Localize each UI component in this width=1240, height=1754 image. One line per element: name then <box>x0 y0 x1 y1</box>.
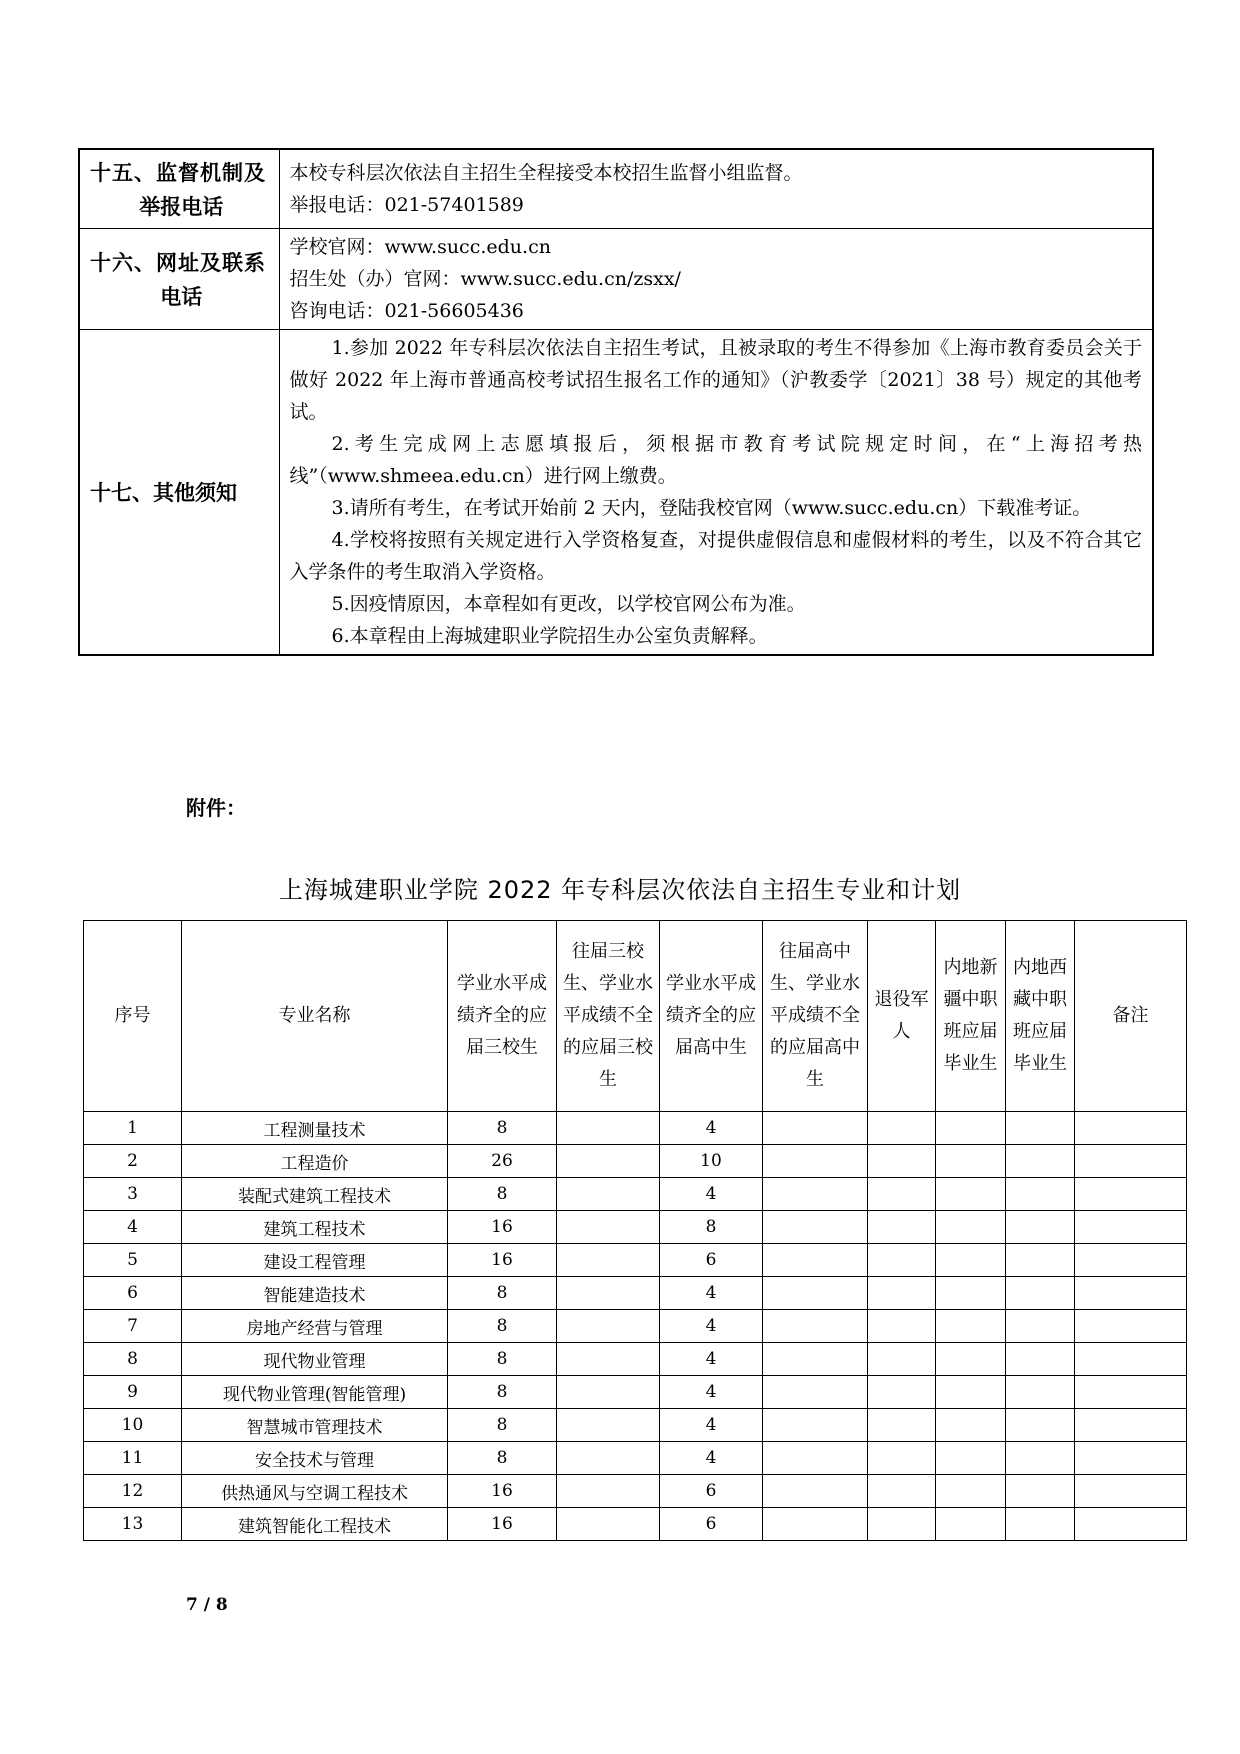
content-line: 学校官网：www.succ.edu.cn <box>289 236 551 258</box>
table-cell: 智能建造技术 <box>182 1277 448 1310</box>
table-cell <box>868 1475 936 1508</box>
table-cell: 8 <box>448 1409 557 1442</box>
content-line: 招生处（办）官网：www.succ.edu.cn/zsxx/ <box>289 268 681 290</box>
table-cell: 8 <box>660 1211 763 1244</box>
table-cell <box>1006 1508 1075 1541</box>
table-cell: 9 <box>84 1376 182 1409</box>
table-cell <box>936 1376 1006 1409</box>
table-cell <box>557 1178 660 1211</box>
section-title: 十七、其他须知 <box>79 330 279 656</box>
table-row <box>84 1277 1187 1310</box>
table-row <box>84 1112 1187 1145</box>
table-cell: 工程测量技术 <box>182 1112 448 1145</box>
table-cell: 8 <box>448 1343 557 1376</box>
table-cell: 安全技术与管理 <box>182 1442 448 1475</box>
section-title-line1: 十六、网址及联系 <box>90 251 266 275</box>
table-row <box>84 1508 1187 1541</box>
table-cell <box>1075 1310 1187 1343</box>
table-cell <box>557 1277 660 1310</box>
attachment-label: 附件： <box>186 796 246 820</box>
table-cell <box>1006 1310 1075 1343</box>
table-cell: 4 <box>660 1409 763 1442</box>
table-cell: 6 <box>660 1475 763 1508</box>
table-cell <box>936 1211 1006 1244</box>
table-cell: 16 <box>448 1244 557 1277</box>
table-cell: 建筑智能化工程技术 <box>182 1508 448 1541</box>
table-cell <box>936 1343 1006 1376</box>
table-cell <box>1075 1211 1187 1244</box>
table-row <box>84 1475 1187 1508</box>
table-cell: 6 <box>660 1508 763 1541</box>
table-cell <box>868 1112 936 1145</box>
section-content <box>279 330 1153 656</box>
column-header: 学业水平成绩齐全的应届高中生 <box>660 921 763 1112</box>
table-cell: 建筑工程技术 <box>182 1211 448 1244</box>
section-row-supervision <box>79 149 1153 229</box>
table-cell: 供热通风与空调工程技术 <box>182 1475 448 1508</box>
table-cell <box>1006 1343 1075 1376</box>
note-paragraph: 4.学校将按照有关规定进行入学资格复查，对提供虚假信息和虚假材料的考生，以及不符合其它入学条件的考生取消入学资格。 <box>289 529 1142 583</box>
table-cell <box>868 1343 936 1376</box>
table-cell: 13 <box>84 1508 182 1541</box>
table-cell <box>763 1178 868 1211</box>
table-cell <box>557 1475 660 1508</box>
note-paragraph: 2.考生完成网上志愿填报后，须根据市教育考试院规定时间，在“上海招考热线”（www.shmeea.edu.cn）进行网上缴费。 <box>289 433 1142 487</box>
table-cell <box>868 1442 936 1475</box>
table-cell <box>868 1211 936 1244</box>
table-cell <box>936 1112 1006 1145</box>
section-title-line2: 举报电话 <box>139 195 224 219</box>
table-cell <box>1006 1112 1075 1145</box>
table-row <box>84 1409 1187 1442</box>
table-cell <box>1075 1178 1187 1211</box>
table-cell: 4 <box>660 1112 763 1145</box>
column-header: 退役军人 <box>868 921 936 1112</box>
table-cell <box>1075 1112 1187 1145</box>
table-cell: 8 <box>448 1277 557 1310</box>
column-header: 往届高中生、学业水平成绩不全的应届高中生 <box>763 921 868 1112</box>
table-cell <box>763 1277 868 1310</box>
table-cell <box>557 1343 660 1376</box>
table-cell <box>557 1244 660 1277</box>
table-cell: 4 <box>660 1277 763 1310</box>
table-cell: 16 <box>448 1211 557 1244</box>
table-cell: 8 <box>448 1442 557 1475</box>
table-cell <box>557 1211 660 1244</box>
table-cell <box>1075 1442 1187 1475</box>
table-cell <box>868 1508 936 1541</box>
plan-title: 上海城建职业学院 2022 年专科层次依法自主招生专业和计划 <box>278 876 962 904</box>
table-cell <box>763 1145 868 1178</box>
table-cell: 8 <box>448 1178 557 1211</box>
table-cell: 8 <box>448 1310 557 1343</box>
table-row <box>84 1211 1187 1244</box>
table-cell: 26 <box>448 1145 557 1178</box>
note-paragraph: 3.请所有考生，在考试开始前 2 天内，登陆我校官网（www.succ.edu.cn）下载准考证。 <box>331 497 1092 519</box>
table-cell: 建设工程管理 <box>182 1244 448 1277</box>
column-header: 内地新疆中职班应届毕业生 <box>936 921 1006 1112</box>
section-title <box>79 229 279 330</box>
table-cell: 6 <box>660 1244 763 1277</box>
table-cell <box>1075 1376 1187 1409</box>
table-cell <box>1006 1277 1075 1310</box>
table-cell <box>1006 1145 1075 1178</box>
table-cell <box>936 1442 1006 1475</box>
table-cell: 房地产经营与管理 <box>182 1310 448 1343</box>
table-cell <box>763 1475 868 1508</box>
table-cell: 4 <box>660 1343 763 1376</box>
table-cell <box>936 1277 1006 1310</box>
table-cell: 4 <box>660 1376 763 1409</box>
content-line: 举报电话：021-57401589 <box>289 194 524 216</box>
table-cell: 5 <box>84 1244 182 1277</box>
table-cell: 装配式建筑工程技术 <box>182 1178 448 1211</box>
table-cell: 11 <box>84 1442 182 1475</box>
table-cell: 10 <box>660 1145 763 1178</box>
table-cell <box>763 1211 868 1244</box>
table-cell: 现代物业管理(智能管理) <box>182 1376 448 1409</box>
column-header: 往届三校生、学业水平成绩不全的应届三校生 <box>557 921 660 1112</box>
admission-info-table <box>78 148 1154 656</box>
table-cell: 工程造价 <box>182 1145 448 1178</box>
table-cell <box>763 1112 868 1145</box>
table-cell <box>557 1508 660 1541</box>
table-cell <box>557 1442 660 1475</box>
section-row-contact <box>79 229 1153 330</box>
table-cell <box>868 1277 936 1310</box>
table-cell <box>763 1310 868 1343</box>
table-cell <box>1075 1409 1187 1442</box>
table-cell: 12 <box>84 1475 182 1508</box>
table-cell: 6 <box>84 1277 182 1310</box>
table-cell <box>868 1310 936 1343</box>
table-cell <box>936 1508 1006 1541</box>
column-header: 专业名称 <box>182 921 448 1112</box>
table-cell <box>557 1310 660 1343</box>
table-cell <box>1075 1343 1187 1376</box>
table-cell <box>868 1376 936 1409</box>
table-cell <box>763 1442 868 1475</box>
table-cell <box>1006 1211 1075 1244</box>
table-cell: 16 <box>448 1508 557 1541</box>
table-cell <box>868 1244 936 1277</box>
note-paragraph: 1.参加 2022 年专科层次依法自主招生考试，且被录取的考生不得参加《上海市教育委员会关于做好 2022 年上海市普通高校考试招生报名工作的通知》（沪教委学〔2021〕38 号）规定的其他考试。 <box>289 337 1142 423</box>
table-cell <box>1075 1244 1187 1277</box>
table-cell: 4 <box>84 1211 182 1244</box>
table-cell <box>1075 1475 1187 1508</box>
table-cell <box>1075 1508 1187 1541</box>
table-cell <box>936 1310 1006 1343</box>
section-title-line1: 十五、监督机制及 <box>90 161 266 185</box>
column-header: 学业水平成绩齐全的应届三校生 <box>448 921 557 1112</box>
table-cell: 7 <box>84 1310 182 1343</box>
table-cell: 16 <box>448 1475 557 1508</box>
table-cell <box>763 1343 868 1376</box>
table-row <box>84 1442 1187 1475</box>
table-cell <box>1006 1409 1075 1442</box>
table-cell <box>557 1145 660 1178</box>
column-header: 备注 <box>1075 921 1187 1112</box>
table-row <box>84 1310 1187 1343</box>
table-cell <box>1006 1178 1075 1211</box>
table-cell <box>868 1178 936 1211</box>
table-cell: 4 <box>660 1442 763 1475</box>
table-cell <box>936 1244 1006 1277</box>
table-cell: 1 <box>84 1112 182 1145</box>
column-header: 序号 <box>84 921 182 1112</box>
table-cell <box>936 1178 1006 1211</box>
table-cell <box>763 1244 868 1277</box>
table-cell <box>763 1508 868 1541</box>
table-cell: 3 <box>84 1178 182 1211</box>
table-row <box>84 1178 1187 1211</box>
section-title <box>79 149 279 229</box>
table-cell <box>936 1145 1006 1178</box>
table-cell: 4 <box>660 1310 763 1343</box>
table-cell <box>557 1376 660 1409</box>
content-line: 咨询电话：021-56605436 <box>289 300 524 322</box>
table-cell: 10 <box>84 1409 182 1442</box>
table-header-row <box>84 921 1187 1112</box>
table-cell: 4 <box>660 1178 763 1211</box>
note-paragraph: 5.因疫情原因，本章程如有更改，以学校官网公布为准。 <box>331 593 806 615</box>
table-cell: 8 <box>448 1376 557 1409</box>
table-cell: 8 <box>448 1112 557 1145</box>
table-cell <box>868 1409 936 1442</box>
section-row-other-notes <box>79 330 1153 656</box>
table-cell <box>1075 1145 1187 1178</box>
table-cell <box>557 1409 660 1442</box>
enrollment-plan-table <box>83 920 1187 1541</box>
table-cell <box>1006 1376 1075 1409</box>
table-row <box>84 1244 1187 1277</box>
table-cell: 2 <box>84 1145 182 1178</box>
table-cell: 现代物业管理 <box>182 1343 448 1376</box>
section-title-line2: 电话 <box>160 285 203 309</box>
note-paragraph: 6.本章程由上海城建职业学院招生办公室负责解释。 <box>331 625 768 647</box>
table-row <box>84 1145 1187 1178</box>
table-cell <box>763 1409 868 1442</box>
table-row <box>84 1343 1187 1376</box>
section-content <box>279 229 1153 330</box>
table-cell <box>1006 1475 1075 1508</box>
content-line: 本校专科层次依法自主招生全程接受本校招生监督小组监督。 <box>289 162 803 184</box>
column-header: 内地西藏中职班应届毕业生 <box>1006 921 1075 1112</box>
page-number: 7 / 8 <box>186 1595 228 1615</box>
table-cell <box>1006 1244 1075 1277</box>
table-cell <box>557 1112 660 1145</box>
table-cell: 智慧城市管理技术 <box>182 1409 448 1442</box>
table-cell <box>1006 1442 1075 1475</box>
table-cell <box>868 1145 936 1178</box>
table-cell: 8 <box>84 1343 182 1376</box>
section-content <box>279 149 1153 229</box>
table-cell <box>936 1475 1006 1508</box>
table-cell <box>936 1409 1006 1442</box>
table-cell <box>763 1376 868 1409</box>
table-cell <box>1075 1277 1187 1310</box>
table-row <box>84 1376 1187 1409</box>
